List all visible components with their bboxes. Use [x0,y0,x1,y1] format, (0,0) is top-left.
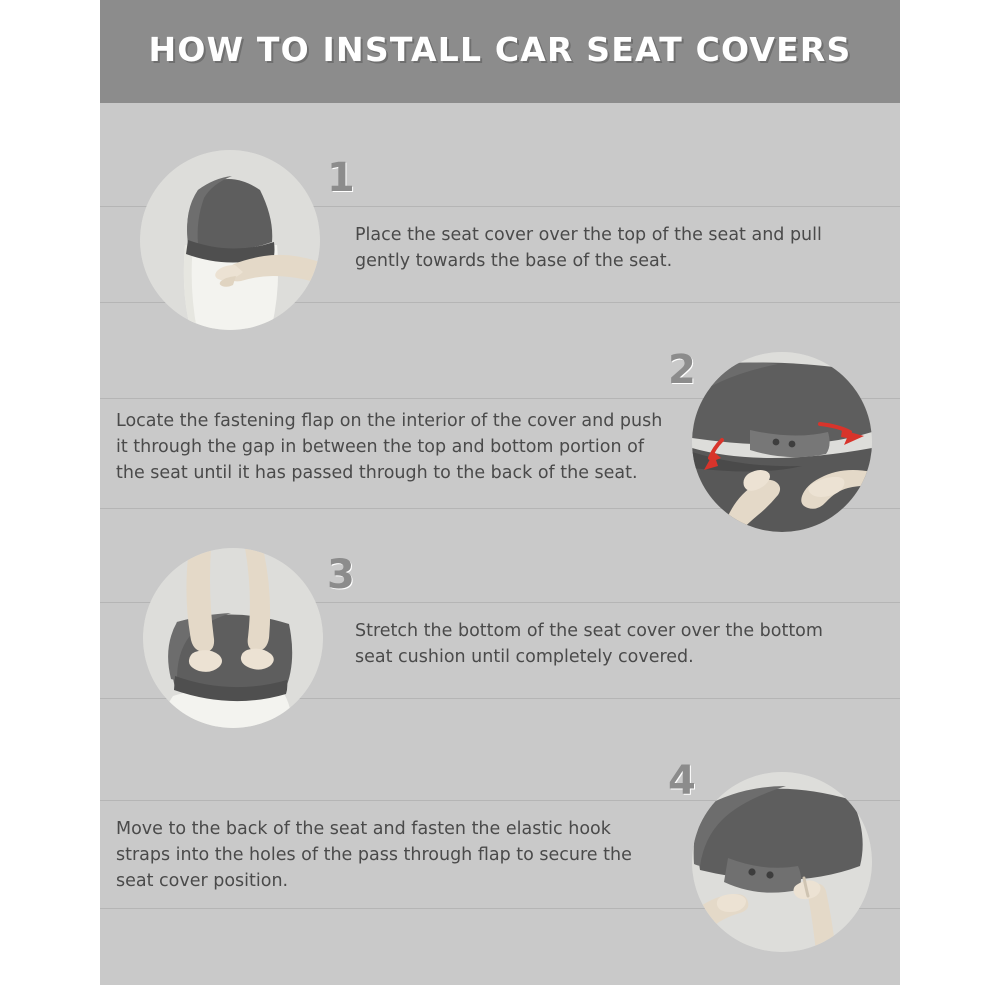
page-title: HOW TO INSTALL CAR SEAT COVERS [148,30,852,69]
step-4-illustration [692,772,872,952]
bottom-strip [100,985,900,1000]
step-3-text: Stretch the bottom of the seat cover over the bottom seat cushion until completely covered. [355,621,823,667]
step-1-text: Place the seat cover over the top of the seat and pull gently towards the base of the seat. [355,225,822,271]
header-band [100,0,900,103]
step-1-illustration [140,150,320,330]
step-3-illustration [143,548,323,728]
step-3-number: 3 [327,552,355,598]
step-4-number: 4 [668,758,696,804]
right-margin [900,0,1000,1000]
step-2-illustration [692,352,872,532]
step-4-text: Move to the back of the seat and fasten the elastic hook straps into the holes of the pass through flap to secure the seat cover position. [116,819,632,891]
left-margin [0,0,100,1000]
step-2-number: 2 [668,347,696,393]
step-1-number: 1 [327,155,355,201]
step-2-text: Locate the fastening flap on the interior of the cover and push it through the gap in between the top and bottom portion of the seat until it has passed through to the back of the seat. [116,411,663,483]
